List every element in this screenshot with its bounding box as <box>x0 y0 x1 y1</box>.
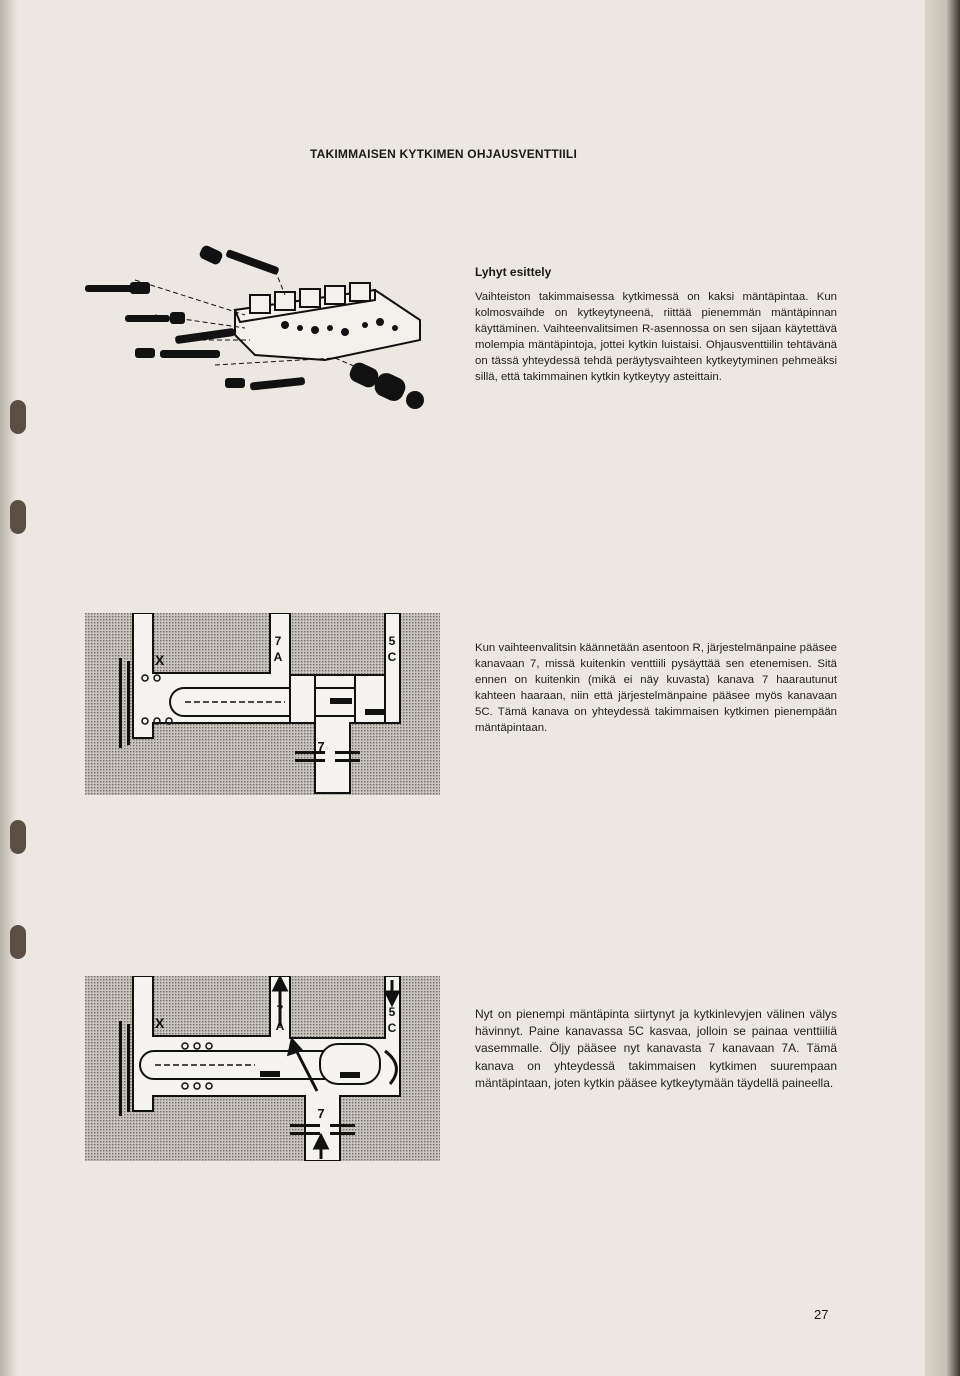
punch-hole <box>10 500 26 534</box>
page-title: TAKIMMAISEN KYTKIMEN OHJAUSVENTTIILI <box>310 147 577 161</box>
page-number: 27 <box>814 1307 829 1322</box>
punch-hole <box>10 820 26 854</box>
punch-hole <box>10 925 26 959</box>
channel-label-x: X <box>155 652 165 668</box>
channel-label-5c-number: 5 <box>388 1005 396 1019</box>
channel-label-7: 7 <box>317 739 325 754</box>
valve-diagram-2 <box>85 976 440 1161</box>
channel-label-7a-letter: A <box>275 1019 285 1033</box>
channel-label-5c-number: 5 <box>388 634 396 648</box>
diagram2-paragraph: Nyt on pienempi mäntäpinta siirtynyt ja kytkinlevyjen välinen välys hävinnyt. Paine kanavassa 5C kasvaa, jolloin se painaa venttiiliä vasemmalle. Öljy pääsee nyt kanavasta 7 kanavaan 7A. Tämä kanava on yhteydessä takimmaisen kytkimen suurempaan mäntäpintaan, joten kytkin pääsee kytkeytymään täydellä paineella. <box>475 1007 837 1090</box>
exploded-valve-illustration <box>75 240 435 420</box>
channel-label-7: 7 <box>317 1106 325 1121</box>
intro-paragraph: Vaihteiston takimmaisessa kytkimessä on kaksi mäntäpintaa. Kun kolmosvaihde on kytkeytyneenä, riittää pienemmän mäntäpinnan käyttäminen. Vaihteenvalitsimen R-asennossa on sen sijaan käytettävä molempia mäntäpintoja, jottei kytkin luistaisi. Ohjausventtiilin tehtävänä on tässä yhteydessä tehdä peräytysvaihteen kytkeytyminen pehmeäksi sillä, että takimmainen kytkin kytkeytyy asteittain. <box>475 291 837 384</box>
channel-label-5c-letter: C <box>387 1021 397 1035</box>
page-stack-edge <box>925 0 960 1376</box>
channel-label-7a-number: 7 <box>276 1003 284 1017</box>
channel-label-5c-letter: C <box>387 650 397 664</box>
binding-shadow <box>0 0 18 1376</box>
channel-label-x: X <box>155 1015 165 1031</box>
channel-label-7a-letter: A <box>273 650 283 664</box>
section-heading: Lyhyt esittely <box>475 265 552 279</box>
diagram1-paragraph: Kun vaihteenvalitsin käännetään asentoon R, järjestelmänpaine pääsee kanavaan 7, missä kuitenkin venttiili pysäyttää sen etenemisen. Sitä ennen on kuitenkin (mikä ei näy kuvasta) kanava 7 haarautunut kahteen haaraan, niin että järjestelmänpaine pääsee myös kanavaan 5C. Tämä kanava on yhteydessä takimmaisen kytkimen pienempään mäntäpintaan. <box>475 642 837 735</box>
punch-hole <box>10 400 26 434</box>
channel-label-7a-number: 7 <box>274 634 282 648</box>
valve-diagram-1 <box>85 613 440 795</box>
